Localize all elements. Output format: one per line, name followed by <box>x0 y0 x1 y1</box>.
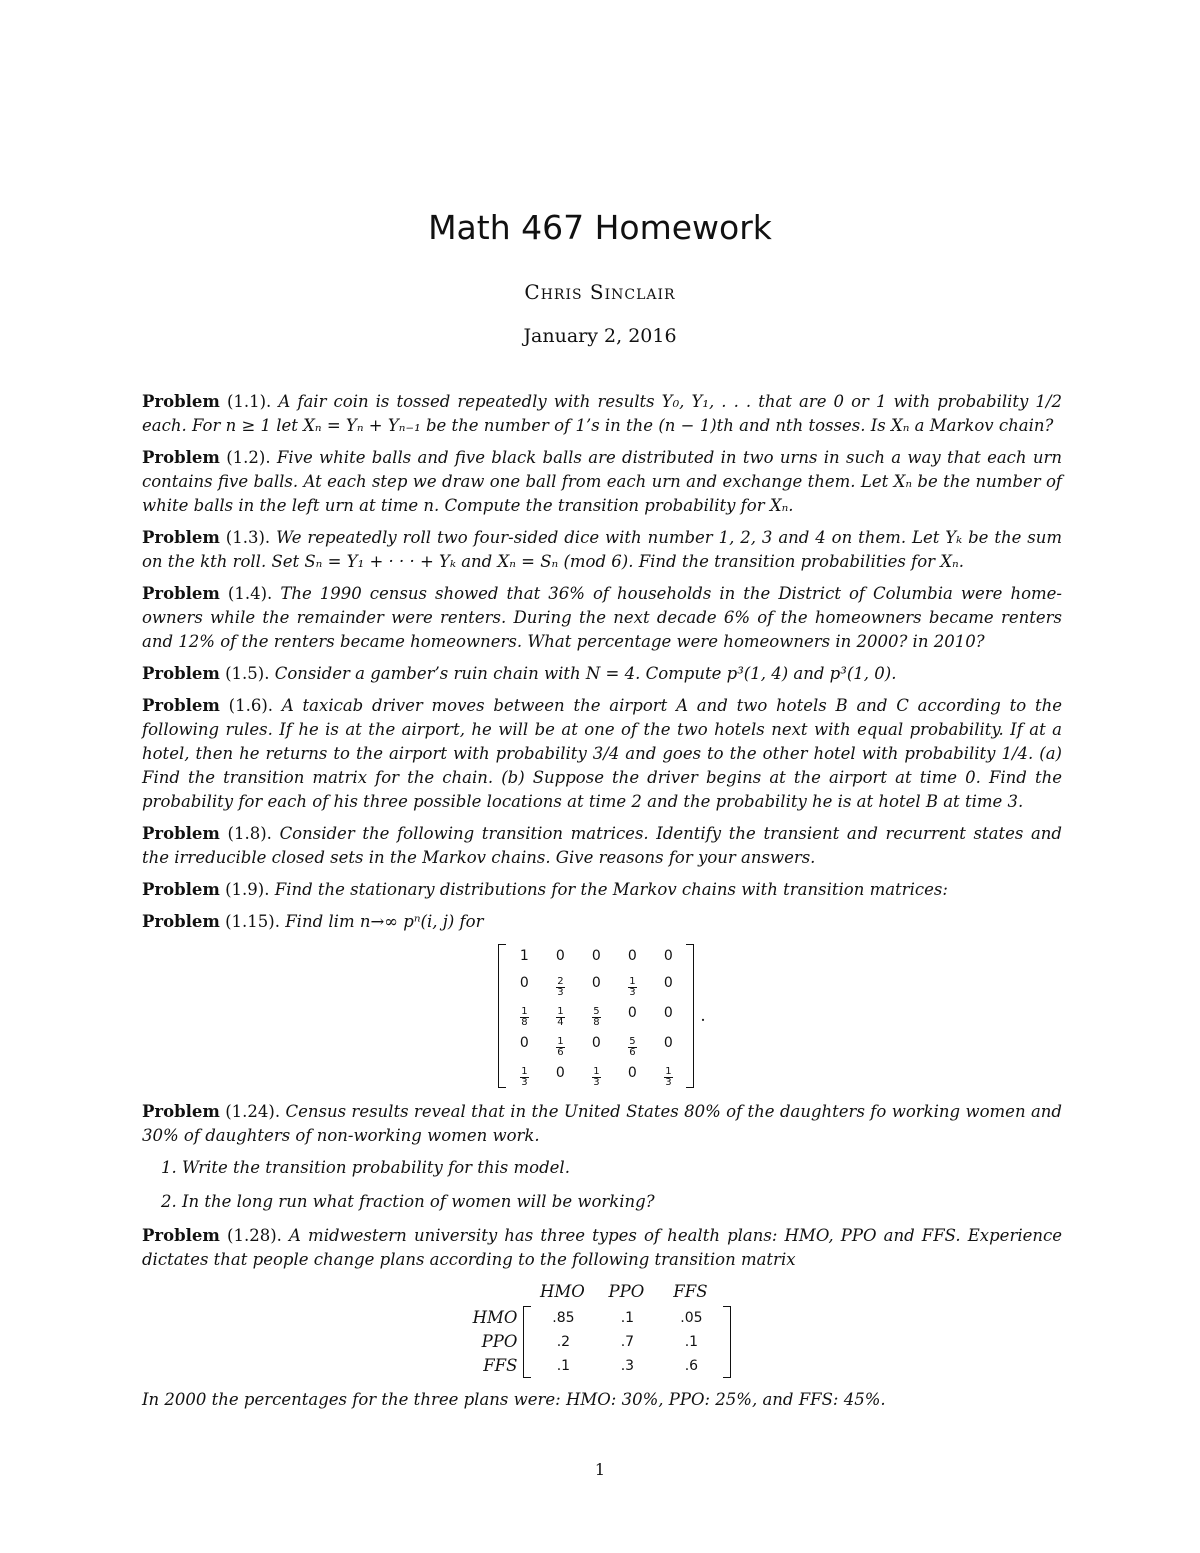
matrix-table <box>506 944 686 1088</box>
matrix-cell <box>578 1058 614 1088</box>
problem-label: Problem <box>142 584 220 603</box>
matrix-cell: 0 <box>555 948 565 964</box>
list-item: 2. In the long run what fraction of women will be working? <box>182 1190 1062 1214</box>
problem-1-24 <box>142 1100 1062 1148</box>
row-label: FFS <box>483 1356 518 1375</box>
column-label: PPO <box>608 1282 645 1301</box>
matrix-row <box>506 968 686 998</box>
problem <box>142 822 1062 870</box>
matrix-cell: 0 <box>627 1065 637 1081</box>
matrix-cell: 1 <box>519 948 529 964</box>
problem-1-24-list <box>142 1156 1062 1214</box>
fraction: $\frac{1}{6}$ <box>557 1036 564 1058</box>
problem-text: Find lim n→∞ pⁿ(i, j) for <box>285 912 484 931</box>
health-matrix-row-labels <box>473 1280 524 1378</box>
problem <box>142 390 1062 438</box>
matrix-cell: 0 <box>663 1035 673 1051</box>
matrix-cell <box>542 998 578 1028</box>
problem-label: Problem <box>142 824 220 843</box>
problem <box>142 878 1062 902</box>
document-date: January 2, 2016 <box>523 325 677 347</box>
problem-label: Problem <box>142 448 220 467</box>
problem <box>142 662 1062 686</box>
matrix-cell <box>542 1028 578 1058</box>
problem-text: Consider the following transition matrices. Identify the transient and recurrent states and the irreducible closed sets in the Markov chains. Give reasons for your answers. <box>142 824 1062 867</box>
problem-label: Problem <box>142 912 220 931</box>
problem-label: Problem <box>142 880 220 899</box>
problem-text: Census results reveal that in the United States 80% of the daughters fo working women and 30% of daughters of non-working women work. <box>142 1102 1062 1145</box>
document-title: Math 467 Homework <box>428 208 772 247</box>
matrix-row <box>506 998 686 1028</box>
fraction: $\frac{1}{3}$ <box>665 1066 672 1088</box>
problem-number: (1.1). <box>226 392 272 411</box>
matrix-row <box>506 944 686 968</box>
matrix-cell: .1 <box>620 1310 635 1326</box>
matrix-cell <box>578 998 614 1028</box>
problem-number: (1.15). <box>225 912 280 931</box>
problem-number: (1.8). <box>227 824 272 843</box>
problem-number: (1.5). <box>225 664 270 683</box>
matrix-cell: .6 <box>684 1358 699 1374</box>
matrix-cell <box>506 1058 542 1088</box>
matrix-cell <box>614 968 650 998</box>
list-item: 1. Write the transition probability for this model. <box>182 1156 1062 1180</box>
fraction: $\frac{2}{3}$ <box>557 976 564 998</box>
problem <box>142 582 1062 654</box>
matrix-cell: .7 <box>620 1334 635 1350</box>
matrix-cell: .85 <box>552 1310 575 1326</box>
fraction: $\frac{1}{4}$ <box>557 1006 564 1028</box>
row-label: PPO <box>481 1332 518 1351</box>
matrix-cell: 0 <box>591 975 601 991</box>
matrix-period: . <box>700 1006 706 1025</box>
health-plan-matrix <box>142 1280 1062 1378</box>
problem-number: (1.4). <box>227 584 273 603</box>
problem-label: Problem <box>142 664 220 683</box>
matrix-cell: 0 <box>519 1035 529 1051</box>
matrix-cell: 0 <box>663 975 673 991</box>
problem-text: Five white balls and five black balls are distributed in two urns in such a way that each urn contains five balls. At each step we draw one ball from each urn and exchange them. Let Xₙ be the number of white balls in the left urn at time n. Compute the transition probability for Xₙ. <box>142 448 1063 515</box>
matrix-cell: .05 <box>680 1310 703 1326</box>
matrix-cell: 0 <box>663 1005 673 1021</box>
problem-text: Find the stationary distributions for the Markov chains with transition matrices: <box>274 880 948 899</box>
matrix-cell: 0 <box>591 1035 601 1051</box>
problem-text: We repeatedly roll two four-sided dice with number 1, 2, 3 and 4 on them. Let Yₖ be the sum on the kth roll. Set Sₙ = Y₁ + · · · + Yₖ and Xₙ = Sₙ (mod 6). Find the transition probabilities for Xₙ. <box>142 528 1062 571</box>
page-number: 1 <box>594 1460 606 1479</box>
problem-number: (1.6). <box>228 696 274 715</box>
matrix-row <box>531 1306 723 1330</box>
matrix-row <box>506 1028 686 1058</box>
health-matrix-column-labels <box>523 1280 731 1306</box>
problem-text: Consider a gamber’s ruin chain with N = 4. Compute p³(1, 4) and p³(1, 0). <box>274 664 897 683</box>
problem-text: A midwestern university has three types of health plans: HMO, PPO and FFS. Experience dictates that people change plans according to the following transition matrix <box>142 1226 1063 1269</box>
column-label: FFS <box>673 1282 708 1301</box>
fraction: $\frac{1}{3}$ <box>521 1066 528 1088</box>
matrix-cell: .1 <box>684 1334 699 1350</box>
closing-text: In 2000 the percentages for the three plans were: HMO: 30%, PPO: 25%, and FFS: 45%. <box>142 1390 886 1409</box>
matrix-cell <box>506 998 542 1028</box>
problem-1-28 <box>142 1224 1062 1272</box>
problem-label: Problem <box>142 696 220 715</box>
problem <box>142 446 1062 518</box>
matrix-cell: 0 <box>627 948 637 964</box>
author-name: Chris Sinclair <box>524 280 676 304</box>
problem-number: (1.3). <box>225 528 271 547</box>
matrix-cell <box>542 968 578 998</box>
problem-label: Problem <box>142 392 220 411</box>
matrix-left-bracket <box>498 944 506 1088</box>
matrix-cell: .2 <box>556 1334 571 1350</box>
fraction: $\frac{5}{6}$ <box>629 1036 636 1058</box>
matrix-right-bracket <box>686 944 694 1088</box>
problem-text: The 1990 census showed that 36% of households in the District of Columbia were home-owners while the remainder were renters. During the next decade 6% of the homeowners became renters and 12% of the renters became homeowners. What percentage were homeowners in 2000? in 2010? <box>142 584 1062 651</box>
matrix-cell: 0 <box>519 975 529 991</box>
matrix-cell: .3 <box>620 1358 635 1374</box>
problem-number: (1.9). <box>225 880 270 899</box>
matrix-row <box>531 1354 723 1378</box>
matrix-cell: 0 <box>555 1065 565 1081</box>
health-matrix-left-bracket <box>523 1306 531 1378</box>
fraction: $\frac{1}{8}$ <box>521 1006 528 1028</box>
column-label: HMO <box>540 1282 585 1301</box>
health-matrix-right-bracket <box>723 1306 731 1378</box>
fraction: $\frac{5}{8}$ <box>593 1006 600 1028</box>
matrix-cell: 0 <box>663 948 673 964</box>
matrix-cell: 0 <box>627 1005 637 1021</box>
matrix-row <box>531 1330 723 1354</box>
problem-text: A taxicab driver moves between the airport A and two hotels B and C according to the following rules. If he is at the airport, he will be at one of the two hotels next with equal probability. If at a hotel, then he returns to the airport with probability 3/4 and goes to the other hotel with probability 1/4. (a) Find the transition matrix for the chain. (b) Suppose the driver begins at the airport at time 0. Find the probability for each of his three possible locations at time 2 and the probability he is at hotel B at time 3. <box>142 696 1063 811</box>
matrix-cell: .1 <box>556 1358 571 1374</box>
matrix-cell <box>614 1028 650 1058</box>
problem-number: (1.2). <box>226 448 271 467</box>
matrix-cell <box>650 1058 686 1088</box>
problem-label: Problem <box>142 1226 220 1245</box>
problem <box>142 910 1062 934</box>
problem-label: Problem <box>142 1102 220 1121</box>
problem <box>142 694 1062 814</box>
matrix-cell: 0 <box>591 948 601 964</box>
problem-number: (1.28). <box>227 1226 282 1245</box>
problem-label: Problem <box>142 528 220 547</box>
problem <box>142 526 1062 574</box>
health-matrix-table <box>531 1306 723 1378</box>
row-label: HMO <box>472 1308 518 1327</box>
fraction: $\frac{1}{3}$ <box>593 1066 600 1088</box>
problem-number: (1.24). <box>225 1102 281 1121</box>
matrix-1-15 <box>142 944 1062 1088</box>
problem-list <box>142 390 1062 934</box>
fraction: $\frac{1}{3}$ <box>629 976 636 998</box>
problem-text: A fair coin is tossed repeatedly with results Y₀, Y₁, . . . that are 0 or 1 with probability 1/2 each. For n ≥ 1 let Xₙ = Yₙ + Yₙ₋₁ be the number of 1’s in the (n − 1)th and nth tosses. Is Xₙ a Markov chain? <box>142 392 1062 435</box>
document-body <box>142 390 1062 1429</box>
matrix-row <box>506 1058 686 1088</box>
